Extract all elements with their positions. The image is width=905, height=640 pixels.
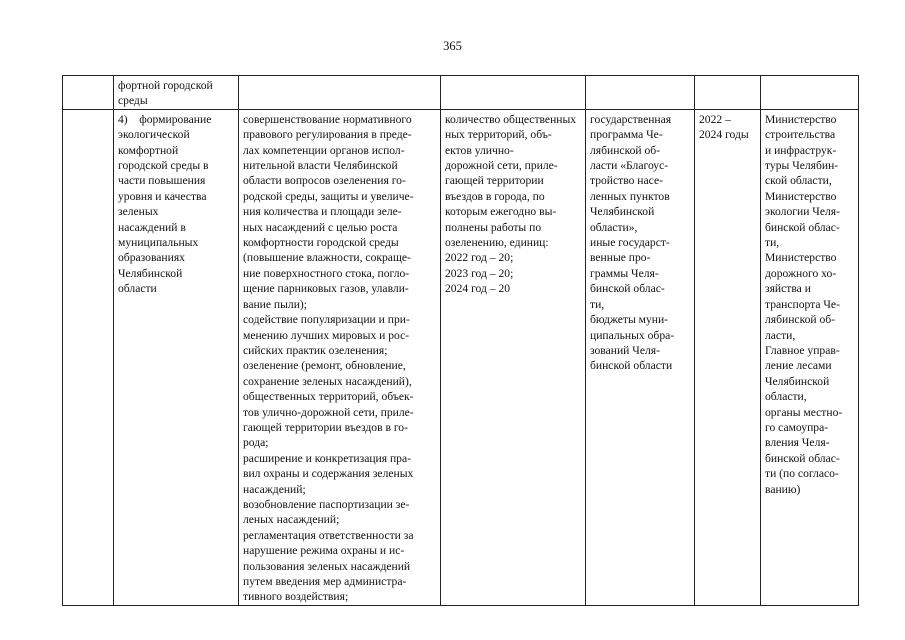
- cell-text-line: насаждений в: [118, 220, 186, 234]
- table-cell-period: [695, 109, 761, 605]
- table-cell-activities: [239, 109, 441, 605]
- cell-text-line: леных насаждений;: [243, 513, 340, 527]
- cell-text-line: среды: [118, 94, 148, 108]
- cell-text-line: полнены работы по: [445, 220, 542, 234]
- cell-text-line: программа Че-: [590, 128, 663, 142]
- table-cell-number: [63, 76, 114, 110]
- cell-text-line: сийских практик озеленения;: [243, 343, 388, 357]
- cell-text-line: транспорта Че-: [765, 297, 840, 311]
- table-cell-period: [695, 76, 761, 110]
- cell-text-line: правового регулирования в преде-: [243, 128, 412, 142]
- cell-text-line: государственная: [590, 112, 672, 126]
- table-cell-measure: [114, 76, 239, 110]
- cell-text-line: строительства: [765, 128, 836, 142]
- cell-text-line: которым ежегодно вы-: [445, 205, 557, 219]
- cell-text-line: области: [118, 282, 157, 296]
- cell-text-line: ти (по согласо-: [765, 467, 839, 481]
- cell-text-line: Челябинской: [118, 266, 183, 280]
- cell-text-line: 2022 –: [699, 112, 731, 126]
- cell-text-line: органы местно-: [765, 405, 843, 419]
- cell-text-line: 4) формирование: [118, 112, 212, 126]
- cell-text-line: ленных пунктов: [590, 189, 670, 203]
- cell-text-line: комфортности городской среды: [243, 236, 399, 250]
- cell-text-line: экологической: [118, 128, 190, 142]
- cell-text-line: нительной власти Челябинской: [243, 159, 398, 173]
- cell-text-line: (повышение влажности, сокраще-: [243, 251, 411, 265]
- cell-text-line: го самоупра-: [765, 420, 829, 434]
- cell-text-line: 2023 год – 20;: [445, 266, 514, 280]
- cell-text-line: бюджеты муни-: [590, 313, 669, 327]
- cell-text-line: регламентация ответственности за: [243, 528, 414, 542]
- cell-text-line: иные государст-: [590, 236, 670, 250]
- cell-text-line: лябинской об-: [590, 143, 661, 157]
- page-number: 365: [443, 39, 462, 53]
- cell-text-line: венные про-: [590, 251, 651, 265]
- cell-text-line: тивного воздействия;: [243, 590, 349, 604]
- table-cell-funding: [586, 109, 695, 605]
- cell-text-line: озеленению, единиц:: [445, 236, 549, 250]
- cell-text-line: дорожной сети, приле-: [445, 159, 558, 173]
- cell-text-line: расширение и конкретизация пра-: [243, 451, 411, 465]
- cell-text-line: путем введения мер администра-: [243, 575, 407, 588]
- cell-text-line: Челябинской: [765, 374, 830, 388]
- cell-text-line: насаждений;: [243, 482, 306, 496]
- table-cell-indicator: [441, 109, 586, 605]
- cell-text-line: возобновление паспортизации зе-: [243, 497, 410, 511]
- cell-text-line: муниципальных: [118, 236, 199, 250]
- cell-text-line: Челябинской: [590, 205, 655, 219]
- cell-text-line: бинской облас-: [590, 282, 665, 296]
- cell-text-line: рода;: [243, 436, 269, 450]
- cell-text-line: пользования зеленых насаждений: [243, 559, 411, 573]
- table-cell-activities: [239, 76, 441, 110]
- cell-text-line: щение парниковых газов, улавли-: [243, 282, 409, 296]
- table-cell-indicator: [441, 76, 586, 110]
- cell-text-line: родской среды, защиты и увеличе-: [243, 189, 414, 203]
- cell-text-line: совершенствование нормативного: [243, 112, 412, 126]
- cell-text-line: ласти,: [765, 328, 796, 342]
- cell-text-line: ние поверхностного стока, погло-: [243, 266, 410, 280]
- cell-text-line: гающей территории въездов в го-: [243, 420, 408, 434]
- table-cell-executors: [761, 76, 859, 110]
- cell-text-line: ление лесами: [765, 359, 832, 373]
- cell-text-line: тройство насе-: [590, 174, 663, 188]
- cell-text-line: Министерство: [765, 189, 837, 203]
- cell-text-line: озеленение (ремонт, обновление,: [243, 359, 406, 373]
- cell-text-line: нарушение режима охраны и ис-: [243, 544, 405, 558]
- cell-text-line: сохранение зеленых насаждений),: [243, 374, 412, 388]
- cell-text-line: въездов в города, по: [445, 189, 545, 203]
- cell-text-line: лябинской об-: [765, 313, 836, 327]
- table-cell-funding: [586, 76, 695, 110]
- cell-text-line: области»,: [590, 220, 638, 234]
- cell-text-line: образованиях: [118, 251, 185, 265]
- cell-text-line: количество общественных: [445, 112, 577, 126]
- cell-text-line: части повышения: [118, 174, 206, 188]
- cell-text-line: области вопросов озеленения го-: [243, 174, 406, 188]
- cell-text-line: туры Челябин-: [765, 159, 839, 173]
- cell-text-line: ванию): [765, 482, 801, 496]
- cell-text-line: городской среды в: [118, 159, 209, 173]
- cell-text-line: зяйства и: [765, 282, 811, 296]
- cell-text-line: лах компетенции органов испол-: [243, 143, 405, 157]
- cell-text-line: ных территорий, объ-: [445, 128, 552, 142]
- cell-text-line: дорожного хо-: [765, 266, 837, 280]
- cell-text-line: бинской области: [590, 359, 673, 373]
- cell-text-line: уровня и качества: [118, 189, 207, 203]
- cell-text-line: фортной городской: [118, 79, 213, 92]
- cell-text-line: вления Челя-: [765, 436, 830, 450]
- cell-text-line: менению лучших мировых и рос-: [243, 328, 410, 342]
- cell-text-line: ской области,: [765, 174, 832, 188]
- cell-text-line: и инфраструк-: [765, 143, 837, 157]
- cell-text-line: ных насаждений с целью роста: [243, 220, 398, 234]
- cell-text-line: Министерство: [765, 112, 837, 126]
- table-cell-number: [63, 109, 114, 605]
- table-cell-executors: [761, 109, 859, 605]
- table-cell-measure: [114, 109, 239, 605]
- cell-text-line: вил охраны и содержания зеленых: [243, 467, 414, 481]
- cell-text-line: ти,: [765, 236, 780, 250]
- cell-text-line: гающей территории: [445, 174, 544, 188]
- cell-text-line: ципальных обра-: [590, 328, 675, 342]
- cell-text-line: комфортной: [118, 143, 179, 157]
- cell-text-line: ласти «Благоус-: [590, 159, 669, 173]
- table-row: [63, 109, 859, 605]
- cell-text-line: бинской облас-: [765, 451, 840, 465]
- cell-text-line: ти,: [590, 297, 605, 311]
- cell-text-line: Главное управ-: [765, 343, 840, 357]
- table-row: [63, 76, 859, 110]
- program-table: [62, 75, 859, 606]
- cell-text-line: зеленых: [118, 205, 159, 219]
- cell-text-line: вание пыли);: [243, 297, 307, 311]
- cell-text-line: 2024 годы: [699, 128, 749, 142]
- cell-text-line: ектов улично-: [445, 143, 514, 157]
- cell-text-line: Министерство: [765, 251, 837, 265]
- cell-text-line: тов улично-дорожной сети, приле-: [243, 405, 414, 419]
- cell-text-line: экологии Челя-: [765, 205, 840, 219]
- cell-text-line: содействие популяризации и при-: [243, 313, 410, 327]
- cell-text-line: ния количества и площади зеле-: [243, 205, 402, 219]
- cell-text-line: бинской облас-: [765, 220, 840, 234]
- cell-text-line: области,: [765, 390, 807, 404]
- cell-text-line: 2024 год – 20: [445, 282, 511, 296]
- cell-text-line: зований Челя-: [590, 343, 660, 357]
- cell-text-line: граммы Челя-: [590, 266, 659, 280]
- cell-text-line: общественных территорий, объек-: [243, 390, 414, 404]
- cell-text-line: 2022 год – 20;: [445, 251, 514, 265]
